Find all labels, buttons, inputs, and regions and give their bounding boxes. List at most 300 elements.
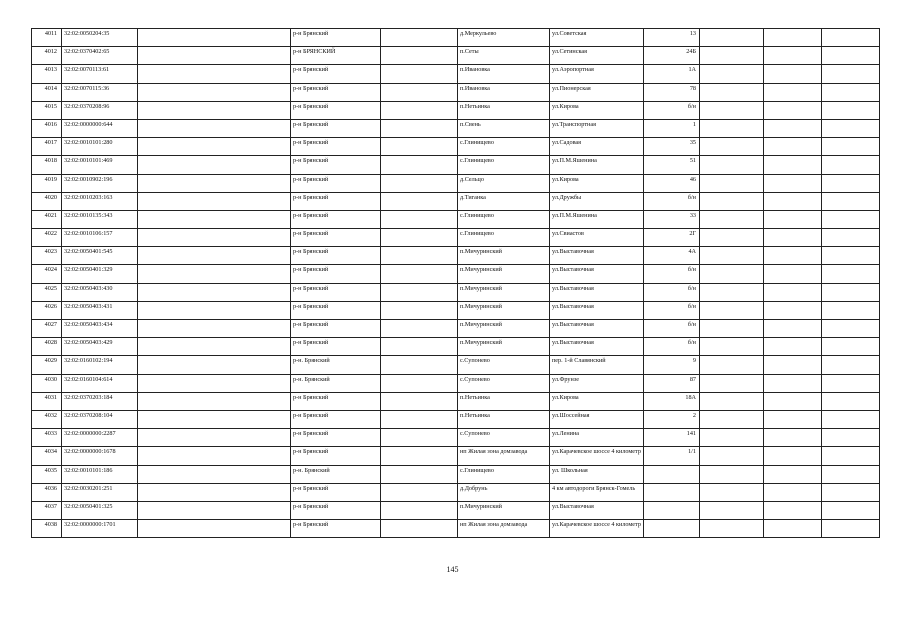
record-number-cell: 4026 xyxy=(32,301,62,319)
locality-cell: д.Сельцо xyxy=(458,174,550,192)
street-cell: ул.Сетинская xyxy=(550,47,644,65)
cadastral-number-cell: 32:02:0050401:329 xyxy=(62,265,138,283)
district-cell: р-н Брянский xyxy=(291,210,381,228)
district-cell: р-н Брянский xyxy=(291,501,381,519)
house-number-cell: 46 xyxy=(644,174,700,192)
empty-cell xyxy=(764,192,822,210)
locality-cell: д.Меркульево xyxy=(458,29,550,47)
record-number-cell: 4028 xyxy=(32,338,62,356)
house-number-cell: 1А xyxy=(644,65,700,83)
table-row xyxy=(32,283,880,301)
empty-cell xyxy=(138,247,291,265)
cadastral-number-cell: 32:02:0050401:545 xyxy=(62,247,138,265)
empty-cell xyxy=(764,410,822,428)
empty-cell xyxy=(822,301,880,319)
empty-cell xyxy=(822,192,880,210)
street-cell: ул.Кирова xyxy=(550,174,644,192)
record-number-cell: 4022 xyxy=(32,229,62,247)
table-body xyxy=(32,29,880,538)
table-row xyxy=(32,192,880,210)
empty-cell xyxy=(822,465,880,483)
cadastral-number-cell: 32:02:0050403:430 xyxy=(62,283,138,301)
empty-cell xyxy=(700,210,764,228)
table-row xyxy=(32,83,880,101)
record-number-cell: 4038 xyxy=(32,520,62,538)
cadastral-number-cell: 32:02:0010101:469 xyxy=(62,156,138,174)
record-number-cell: 4025 xyxy=(32,283,62,301)
locality-cell: нп Жилая зона домзавода xyxy=(458,447,550,465)
empty-cell xyxy=(764,47,822,65)
house-number-cell: б/н xyxy=(644,301,700,319)
street-cell: пер. 1-й Славянский xyxy=(550,356,644,374)
record-number-cell: 4033 xyxy=(32,429,62,447)
empty-cell xyxy=(138,83,291,101)
district-cell: р-н. Брянский xyxy=(291,356,381,374)
empty-cell xyxy=(700,429,764,447)
table-row xyxy=(32,520,880,538)
locality-cell: с.Супонево xyxy=(458,429,550,447)
record-number-cell: 4016 xyxy=(32,119,62,137)
house-number-cell: 35 xyxy=(644,138,700,156)
district-cell: р-н Брянский xyxy=(291,301,381,319)
cadastral-number-cell: 32:02:0050204:35 xyxy=(62,29,138,47)
street-cell: ул.Кирова xyxy=(550,101,644,119)
empty-cell xyxy=(822,356,880,374)
empty-cell xyxy=(822,65,880,83)
empty-cell xyxy=(700,483,764,501)
empty-cell xyxy=(700,501,764,519)
locality-cell: с.Глинищево xyxy=(458,138,550,156)
empty-cell xyxy=(138,374,291,392)
house-number-cell: б/н xyxy=(644,338,700,356)
empty-cell xyxy=(764,101,822,119)
empty-cell xyxy=(764,65,822,83)
house-number-cell: 2Г xyxy=(644,229,700,247)
empty-cell xyxy=(822,229,880,247)
record-number-cell: 4011 xyxy=(32,29,62,47)
table-row xyxy=(32,247,880,265)
district-cell: р-н Брянский xyxy=(291,65,381,83)
locality-cell: д.Тиганка xyxy=(458,192,550,210)
street-cell: ул.Ленина xyxy=(550,429,644,447)
empty-cell xyxy=(138,65,291,83)
district-cell: р-н Брянский xyxy=(291,410,381,428)
empty-cell xyxy=(822,447,880,465)
district-cell: р-н. Брянский xyxy=(291,374,381,392)
table-row xyxy=(32,320,880,338)
empty-cell xyxy=(138,301,291,319)
record-number-cell: 4018 xyxy=(32,156,62,174)
empty-cell xyxy=(381,374,458,392)
empty-cell xyxy=(822,119,880,137)
empty-cell xyxy=(700,65,764,83)
empty-cell xyxy=(138,283,291,301)
empty-cell xyxy=(700,229,764,247)
street-cell: ул.Садовая xyxy=(550,138,644,156)
empty-cell xyxy=(138,119,291,137)
empty-cell xyxy=(700,192,764,210)
street-cell: ул.Выставочная xyxy=(550,501,644,519)
district-cell: р-н Брянский xyxy=(291,29,381,47)
table-row xyxy=(32,338,880,356)
empty-cell xyxy=(822,101,880,119)
district-cell: р-н Брянский xyxy=(291,119,381,137)
house-number-cell: 13 xyxy=(644,29,700,47)
district-cell: р-н Брянский xyxy=(291,138,381,156)
empty-cell xyxy=(700,83,764,101)
locality-cell: п.Мичуринский xyxy=(458,247,550,265)
table-row xyxy=(32,410,880,428)
house-number-cell: 1/1 xyxy=(644,447,700,465)
empty-cell xyxy=(381,320,458,338)
record-number-cell: 4029 xyxy=(32,356,62,374)
empty-cell xyxy=(822,265,880,283)
district-cell: р-н Брянский xyxy=(291,283,381,301)
empty-cell xyxy=(764,392,822,410)
empty-cell xyxy=(381,138,458,156)
empty-cell xyxy=(381,501,458,519)
empty-cell xyxy=(764,429,822,447)
record-number-cell: 4021 xyxy=(32,210,62,228)
record-number-cell: 4012 xyxy=(32,47,62,65)
empty-cell xyxy=(138,47,291,65)
empty-cell xyxy=(764,338,822,356)
table-row xyxy=(32,138,880,156)
empty-cell xyxy=(138,356,291,374)
street-cell: ул.П.М.Яшенина xyxy=(550,156,644,174)
street-cell: ул. Школьная xyxy=(550,465,644,483)
locality-cell: п.Мичуринский xyxy=(458,338,550,356)
house-number-cell: 18А xyxy=(644,392,700,410)
empty-cell xyxy=(381,338,458,356)
locality-cell: с.Супонево xyxy=(458,356,550,374)
empty-cell xyxy=(764,119,822,137)
cadastral-number-cell: 32:02:0370208:104 xyxy=(62,410,138,428)
record-number-cell: 4015 xyxy=(32,101,62,119)
street-cell: ул.Выставочная xyxy=(550,338,644,356)
record-number-cell: 4035 xyxy=(32,465,62,483)
locality-cell: п.Ивановка xyxy=(458,65,550,83)
table-row xyxy=(32,429,880,447)
table-row xyxy=(32,501,880,519)
empty-cell xyxy=(381,229,458,247)
cadastral-number-cell: 32:02:0160104:614 xyxy=(62,374,138,392)
street-cell: ул.Карачевское шоссе 4 километр xyxy=(550,447,644,465)
street-cell: ул.Дружбы xyxy=(550,192,644,210)
empty-cell xyxy=(700,29,764,47)
empty-cell xyxy=(138,410,291,428)
locality-cell: с.Глинищево xyxy=(458,465,550,483)
table-row xyxy=(32,29,880,47)
cadastral-number-cell: 32:02:0010135:343 xyxy=(62,210,138,228)
empty-cell xyxy=(381,192,458,210)
empty-cell xyxy=(381,283,458,301)
empty-cell xyxy=(822,283,880,301)
locality-cell: нп Жилая зона домзавода xyxy=(458,520,550,538)
district-cell: р-н Брянский xyxy=(291,174,381,192)
empty-cell xyxy=(138,192,291,210)
empty-cell xyxy=(138,447,291,465)
empty-cell xyxy=(381,101,458,119)
empty-cell xyxy=(138,229,291,247)
cadastral-number-cell: 32:02:0050403:431 xyxy=(62,301,138,319)
empty-cell xyxy=(381,247,458,265)
empty-cell xyxy=(700,465,764,483)
empty-cell xyxy=(381,119,458,137)
cadastral-number-cell: 32:02:0070113:61 xyxy=(62,65,138,83)
district-cell: р-н Брянский xyxy=(291,320,381,338)
district-cell: р-н Брянский xyxy=(291,247,381,265)
empty-cell xyxy=(381,174,458,192)
empty-cell xyxy=(822,410,880,428)
empty-cell xyxy=(138,338,291,356)
empty-cell xyxy=(764,356,822,374)
empty-cell xyxy=(764,156,822,174)
cadastral-number-cell: 32:02:0010902:196 xyxy=(62,174,138,192)
empty-cell xyxy=(700,320,764,338)
district-cell: р-н Брянский xyxy=(291,429,381,447)
empty-cell xyxy=(764,29,822,47)
district-cell: р-н Брянский xyxy=(291,265,381,283)
cadastral-number-cell: 32:02:0000000:2287 xyxy=(62,429,138,447)
empty-cell xyxy=(822,374,880,392)
record-number-cell: 4013 xyxy=(32,65,62,83)
house-number-cell: 2 xyxy=(644,410,700,428)
empty-cell xyxy=(381,65,458,83)
house-number-cell xyxy=(644,483,700,501)
table-row xyxy=(32,392,880,410)
district-cell: р-н Брянский xyxy=(291,392,381,410)
table-row xyxy=(32,174,880,192)
empty-cell xyxy=(381,47,458,65)
house-number-cell: б/н xyxy=(644,283,700,301)
empty-cell xyxy=(138,465,291,483)
empty-cell xyxy=(822,156,880,174)
empty-cell xyxy=(700,174,764,192)
locality-cell: п.Нетьинка xyxy=(458,410,550,428)
empty-cell xyxy=(700,447,764,465)
empty-cell xyxy=(138,483,291,501)
empty-cell xyxy=(764,229,822,247)
empty-cell xyxy=(700,265,764,283)
cadastral-number-cell: 32:02:0010203:163 xyxy=(62,192,138,210)
district-cell: р-н БРЯНСКИЙ xyxy=(291,47,381,65)
empty-cell xyxy=(381,392,458,410)
street-cell: ул.Выставочная xyxy=(550,247,644,265)
empty-cell xyxy=(138,101,291,119)
empty-cell xyxy=(700,356,764,374)
empty-cell xyxy=(138,429,291,447)
empty-cell xyxy=(138,210,291,228)
empty-cell xyxy=(822,47,880,65)
locality-cell: д.Добрунь xyxy=(458,483,550,501)
empty-cell xyxy=(764,374,822,392)
empty-cell xyxy=(764,520,822,538)
record-number-cell: 4031 xyxy=(32,392,62,410)
empty-cell xyxy=(822,83,880,101)
empty-cell xyxy=(138,520,291,538)
table-row xyxy=(32,301,880,319)
district-cell: р-н Брянский xyxy=(291,338,381,356)
empty-cell xyxy=(764,283,822,301)
locality-cell: п.Свень xyxy=(458,119,550,137)
cadastral-number-cell: 32:02:0010106:157 xyxy=(62,229,138,247)
record-number-cell: 4020 xyxy=(32,192,62,210)
table-row xyxy=(32,119,880,137)
locality-cell: с.Глинищево xyxy=(458,156,550,174)
house-number-cell: б/н xyxy=(644,192,700,210)
empty-cell xyxy=(138,501,291,519)
empty-cell xyxy=(138,138,291,156)
table-row xyxy=(32,65,880,83)
empty-cell xyxy=(381,301,458,319)
empty-cell xyxy=(700,101,764,119)
record-number-cell: 4032 xyxy=(32,410,62,428)
house-number-cell: 9 xyxy=(644,356,700,374)
street-cell: ул.П.М.Яшенина xyxy=(550,210,644,228)
cadastral-number-cell: 32:02:0030201:251 xyxy=(62,483,138,501)
record-number-cell: 4019 xyxy=(32,174,62,192)
house-number-cell xyxy=(644,520,700,538)
street-cell: ул.Карачевское шоссе 4 километр xyxy=(550,520,644,538)
cadastral-number-cell: 32:02:0000000:1678 xyxy=(62,447,138,465)
street-cell: ул.Выставочная xyxy=(550,301,644,319)
empty-cell xyxy=(381,429,458,447)
empty-cell xyxy=(381,156,458,174)
street-cell: ул.Шоссейная xyxy=(550,410,644,428)
locality-cell: п.Мичуринский xyxy=(458,265,550,283)
empty-cell xyxy=(138,392,291,410)
house-number-cell: б/н xyxy=(644,320,700,338)
empty-cell xyxy=(700,247,764,265)
district-cell: р-н Брянский xyxy=(291,520,381,538)
record-number-cell: 4017 xyxy=(32,138,62,156)
empty-cell xyxy=(381,520,458,538)
district-cell: р-н Брянский xyxy=(291,156,381,174)
street-cell: ул.Выставочная xyxy=(550,265,644,283)
house-number-cell: 51 xyxy=(644,156,700,174)
house-number-cell: б/н xyxy=(644,101,700,119)
locality-cell: п.Ивановка xyxy=(458,83,550,101)
empty-cell xyxy=(822,520,880,538)
cadastral-number-cell: 32:02:0370402:65 xyxy=(62,47,138,65)
empty-cell xyxy=(822,29,880,47)
record-number-cell: 4027 xyxy=(32,320,62,338)
district-cell: р-н. Брянский xyxy=(291,465,381,483)
empty-cell xyxy=(822,429,880,447)
empty-cell xyxy=(138,265,291,283)
house-number-cell xyxy=(644,465,700,483)
locality-cell: п.Нетьинка xyxy=(458,101,550,119)
empty-cell xyxy=(822,210,880,228)
table-row xyxy=(32,356,880,374)
record-number-cell: 4023 xyxy=(32,247,62,265)
house-number-cell: 24Б xyxy=(644,47,700,65)
street-cell: ул.Выставочная xyxy=(550,283,644,301)
empty-cell xyxy=(381,210,458,228)
district-cell: р-н Брянский xyxy=(291,192,381,210)
record-number-cell: 4014 xyxy=(32,83,62,101)
empty-cell xyxy=(822,392,880,410)
table-row xyxy=(32,265,880,283)
empty-cell xyxy=(700,156,764,174)
empty-cell xyxy=(700,410,764,428)
district-cell: р-н Брянский xyxy=(291,229,381,247)
empty-cell xyxy=(700,138,764,156)
empty-cell xyxy=(822,138,880,156)
empty-cell xyxy=(138,29,291,47)
empty-cell xyxy=(381,410,458,428)
cadastral-number-cell: 32:02:0050403:434 xyxy=(62,320,138,338)
empty-cell xyxy=(138,174,291,192)
locality-cell: с.Глинищево xyxy=(458,210,550,228)
street-cell: ул.Советская xyxy=(550,29,644,47)
empty-cell xyxy=(381,29,458,47)
empty-cell xyxy=(138,320,291,338)
street-cell: ул.Аэропортная xyxy=(550,65,644,83)
record-number-cell: 4030 xyxy=(32,374,62,392)
house-number-cell: 1 xyxy=(644,119,700,137)
cadastral-number-cell: 32:02:0370203:184 xyxy=(62,392,138,410)
cadastral-number-cell: 32:02:0010101:280 xyxy=(62,138,138,156)
table-row xyxy=(32,447,880,465)
empty-cell xyxy=(764,265,822,283)
empty-cell xyxy=(700,119,764,137)
record-number-cell: 4024 xyxy=(32,265,62,283)
empty-cell xyxy=(700,283,764,301)
locality-cell: с.Супонево xyxy=(458,374,550,392)
cadastral-number-cell: 32:02:0160102:194 xyxy=(62,356,138,374)
empty-cell xyxy=(381,447,458,465)
house-number-cell: 141 xyxy=(644,429,700,447)
register-table xyxy=(31,28,880,538)
empty-cell xyxy=(381,465,458,483)
empty-cell xyxy=(764,483,822,501)
locality-cell: п.Сеты xyxy=(458,47,550,65)
empty-cell xyxy=(764,501,822,519)
empty-cell xyxy=(822,174,880,192)
table-row xyxy=(32,47,880,65)
cadastral-number-cell: 32:02:0050403:429 xyxy=(62,338,138,356)
empty-cell xyxy=(822,338,880,356)
district-cell: р-н Брянский xyxy=(291,447,381,465)
empty-cell xyxy=(700,301,764,319)
empty-cell xyxy=(764,320,822,338)
table-row xyxy=(32,156,880,174)
cadastral-number-cell: 32:02:0010101:186 xyxy=(62,465,138,483)
empty-cell xyxy=(764,301,822,319)
table-row xyxy=(32,229,880,247)
empty-cell xyxy=(822,247,880,265)
empty-cell xyxy=(138,156,291,174)
table-row xyxy=(32,101,880,119)
empty-cell xyxy=(700,374,764,392)
house-number-cell: б/н xyxy=(644,265,700,283)
record-number-cell: 4036 xyxy=(32,483,62,501)
cadastral-number-cell: 32:02:0370208:96 xyxy=(62,101,138,119)
district-cell: р-н Брянский xyxy=(291,83,381,101)
page-number: 145 xyxy=(446,565,459,574)
empty-cell xyxy=(822,483,880,501)
locality-cell: с.Глинищево xyxy=(458,229,550,247)
empty-cell xyxy=(764,83,822,101)
table-row xyxy=(32,210,880,228)
locality-cell: п.Мичуринский xyxy=(458,301,550,319)
house-number-cell xyxy=(644,501,700,519)
locality-cell: п.Мичуринский xyxy=(458,283,550,301)
table-row xyxy=(32,483,880,501)
empty-cell xyxy=(764,138,822,156)
